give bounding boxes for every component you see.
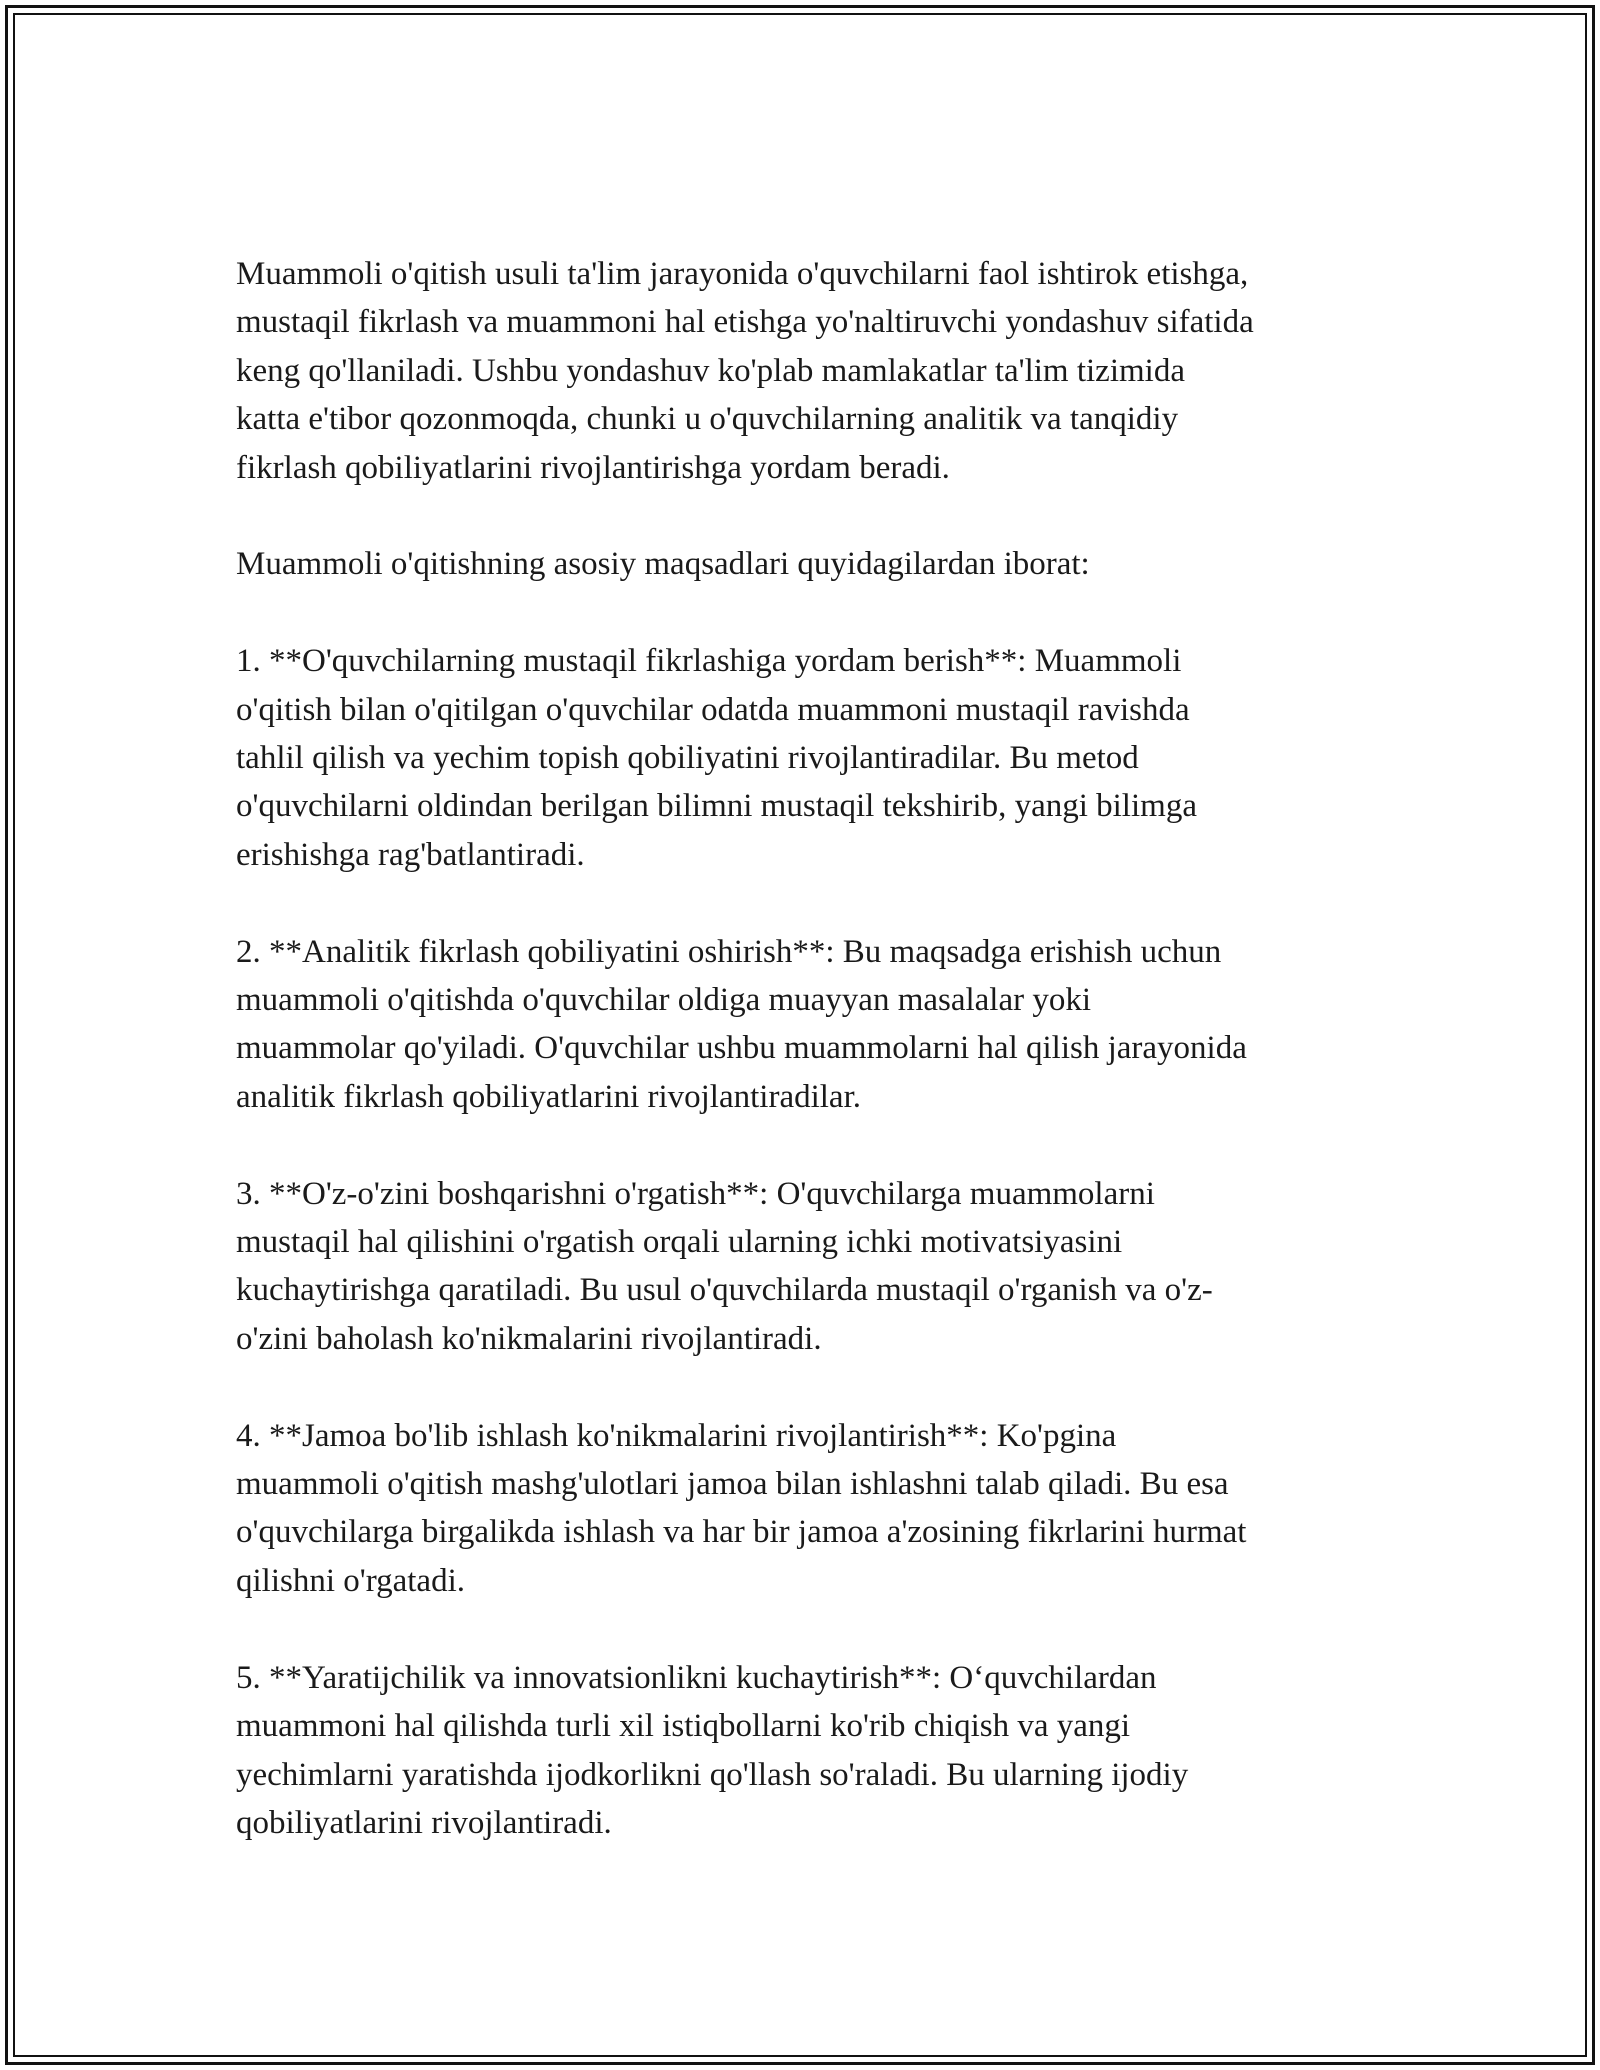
goal-item-5: 5. **Yaratijchilik va innovatsionlikni kuchaytirish**: O‘quvchilardan muammoni hal qilishda turli xil istiqbollarni ko'rib chiqish va yangi yechimlarni yaratishda ijodkorlikni qo'llash so'raladi. Bu ularning ijodiy qobiliyatlarini rivojlantiradi. <box>236 1659 1189 1841</box>
goal-item-3: 3. **O'z-o'zini boshqarishni o'rgatish**: O'quvchilarga muammolarni mustaqil hal qilishini o'rgatish orqali ularning ichki motivatsiyasini kuchaytirishga qaratiladi. Bu usul o'quvchilarda mustaqil o'rganish va o'z- o'zini baholash ko'nikmalarini rivojlantiradi. <box>236 1175 1213 1357</box>
goal-item-4: 4. **Jamoa bo'lib ishlash ko'nikmalarini rivojlantirish**: Ko'pgina muammoli o'qitish mashg'ulotlari jamoa bilan ishlashni talab qiladi. Bu esa o'quvchilarga birgalikda ishlash va har bir jamoa a'zosining fikrlarini hurmat qilishni o'rgatadi. <box>236 1417 1247 1599</box>
goals-heading-paragraph: Muammoli o'qitishning asosiy maqsadlari quyidagilardan iborat: <box>236 546 1090 583</box>
goal-item-2: 2. **Analitik fikrlash qobiliyatini oshirish**: Bu maqsadga erishish uchun muammoli o'qitishda o'quvchilar oldiga muayyan masalalar yoki muammolar qo'yiladi. O'quvchilar ushbu muammolarni hal qilish jarayonida analitik fikrlash qobiliyatlarini rivojlantiradilar. <box>236 933 1247 1115</box>
goal-item-1: 1. **O'quvchilarning mustaqil fikrlashiga yordam berish**: Muammoli o'qitish bilan o'qitilgan o'quvchilar odatda muammoni mustaqil ravishda tahlil qilish va yechim topish qobiliyatini rivojlantiradilar. Bu metod o'quvchilarni oldindan berilgan bilimni mustaqil tekshirib, yangi bilimga erishishga rag'batlantiradi. <box>236 643 1197 873</box>
intro-paragraph: Muammoli o'qitish usuli ta'lim jarayonida o'quvchilarni faol ishtirok etishga, mustaqil fikrlash va muammoni hal etishga yo'naltiruvchi yondashuv sifatida keng qo'llaniladi. Ushbu yondashuv ko'plab mamlakatlar ta'lim tizimida katta e'tibor qozonmoqda, chunki u o'quvchilarning analitik va tanqidiy fikrlash qobiliyatlarini rivojlantirishga yordam beradi. <box>236 256 1254 486</box>
document-body <box>236 250 1376 1896</box>
